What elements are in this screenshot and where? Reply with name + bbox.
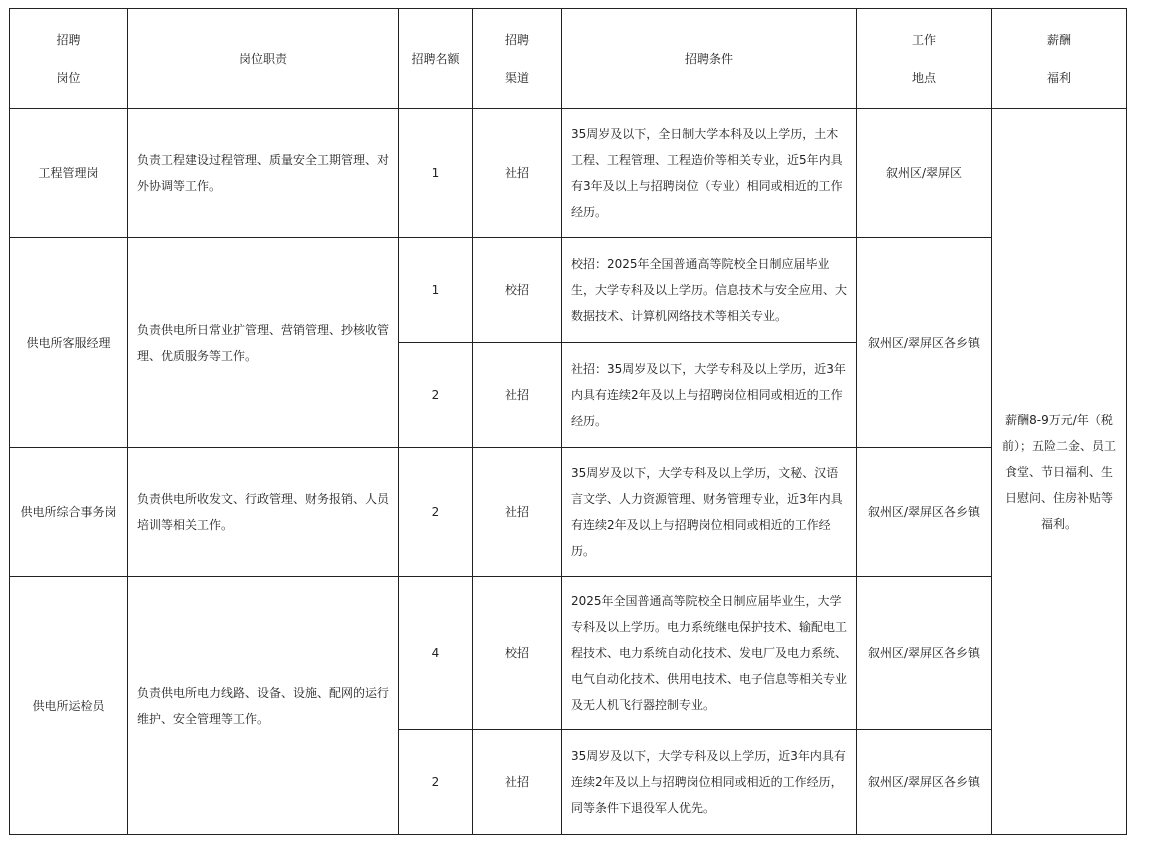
duties-cell: 负责供电所收发文、行政管理、财务报销、人员培训等相关工作。 [128, 448, 399, 577]
table-row [10, 238, 1127, 343]
header-channel [473, 9, 562, 109]
conditions-cell: 2025年全国普通高等院校全日制应届毕业生，大学专科及以上学历。电力系统继电保护技术、输配电工程技术、电力系统自动化技术、发电厂及电力系统、电气自动化技术、供用电技术、电子信息等相关专业及无人机飞行器控制专业。 [562, 577, 857, 730]
header-salary-line2: 福利 [1046, 70, 1071, 85]
location-cell: 叙州区/翠屏区各乡镇 [857, 730, 992, 835]
table-row [10, 109, 1127, 238]
conditions-cell: 校招：2025年全国普通高等院校全日制应届毕业生，大学专科及以上学历。信息技术与安全应用、大数据技术、计算机网络技术等相关专业。 [562, 238, 857, 343]
duties-cell: 负责供电所电力线路、设备、设施、配网的运行维护、安全管理等工作。 [128, 577, 399, 835]
quota-cell: 2 [399, 343, 473, 448]
conditions-cell: 35周岁及以下，大学专科及以上学历，文秘、汉语言文学、人力资源管理、财务管理专业，近3年内具有连续2年及以上与招聘岗位相同或相近的工作经历。 [562, 448, 857, 577]
recruitment-table [9, 8, 1127, 835]
channel-cell: 社招 [473, 448, 562, 577]
header-location-line2: 地点 [911, 70, 936, 85]
conditions-cell: 35周岁及以下，大学专科及以上学历，近3年内具有连续2年及以上与招聘岗位相同或相近的工作经历，同等条件下退役军人优先。 [562, 730, 857, 835]
quota-cell: 4 [399, 577, 473, 730]
header-position-line2: 岗位 [56, 70, 81, 85]
quota-cell: 2 [399, 730, 473, 835]
conditions-cell: 35周岁及以下，全日制大学本科及以上学历，土木工程、工程管理、工程造价等相关专业，近5年内具有3年及以上与招聘岗位（专业）相同或相近的工作经历。 [562, 109, 857, 238]
channel-cell: 社招 [473, 343, 562, 448]
position-cell: 工程管理岗 [10, 109, 128, 238]
conditions-cell: 社招：35周岁及以下，大学专科及以上学历，近3年内具有连续2年及以上与招聘岗位相同或相近的工作经历。 [562, 343, 857, 448]
location-cell: 叙州区/翠屏区 [857, 109, 992, 238]
channel-cell: 社招 [473, 109, 562, 238]
salary-cell: 薪酬8-9万元/年（税前）；五险二金、员工食堂、节日福利、生日慰问、住房补贴等福利。 [992, 109, 1127, 835]
duties-cell: 负责供电所日常业扩管理、营销管理、抄核收管理、优质服务等工作。 [128, 238, 399, 448]
table-row [10, 448, 1127, 577]
header-location-line1: 工作 [911, 32, 936, 47]
header-location [857, 9, 992, 109]
channel-cell: 社招 [473, 730, 562, 835]
quota-cell: 2 [399, 448, 473, 577]
header-salary-line1: 薪酬 [1046, 32, 1071, 47]
table-row [10, 577, 1127, 730]
header-position [10, 9, 128, 109]
location-cell: 叙州区/翠屏区各乡镇 [857, 238, 992, 448]
header-channel-line2: 渠道 [504, 70, 529, 85]
header-channel-line1: 招聘 [504, 32, 529, 47]
header-row [10, 9, 1127, 109]
header-duties: 岗位职责 [128, 9, 399, 109]
location-cell: 叙州区/翠屏区各乡镇 [857, 448, 992, 577]
channel-cell: 校招 [473, 577, 562, 730]
location-cell: 叙州区/翠屏区各乡镇 [857, 577, 992, 730]
position-cell: 供电所客服经理 [10, 238, 128, 448]
position-cell: 供电所综合事务岗 [10, 448, 128, 577]
position-cell: 供电所运检员 [10, 577, 128, 835]
quota-cell: 1 [399, 238, 473, 343]
channel-cell: 校招 [473, 238, 562, 343]
header-quota: 招聘名额 [399, 9, 473, 109]
header-position-line1: 招聘 [56, 32, 81, 47]
duties-cell: 负责工程建设过程管理、质量安全工期管理、对外协调等工作。 [128, 109, 399, 238]
quota-cell: 1 [399, 109, 473, 238]
header-conditions: 招聘条件 [562, 9, 857, 109]
header-salary [992, 9, 1127, 109]
